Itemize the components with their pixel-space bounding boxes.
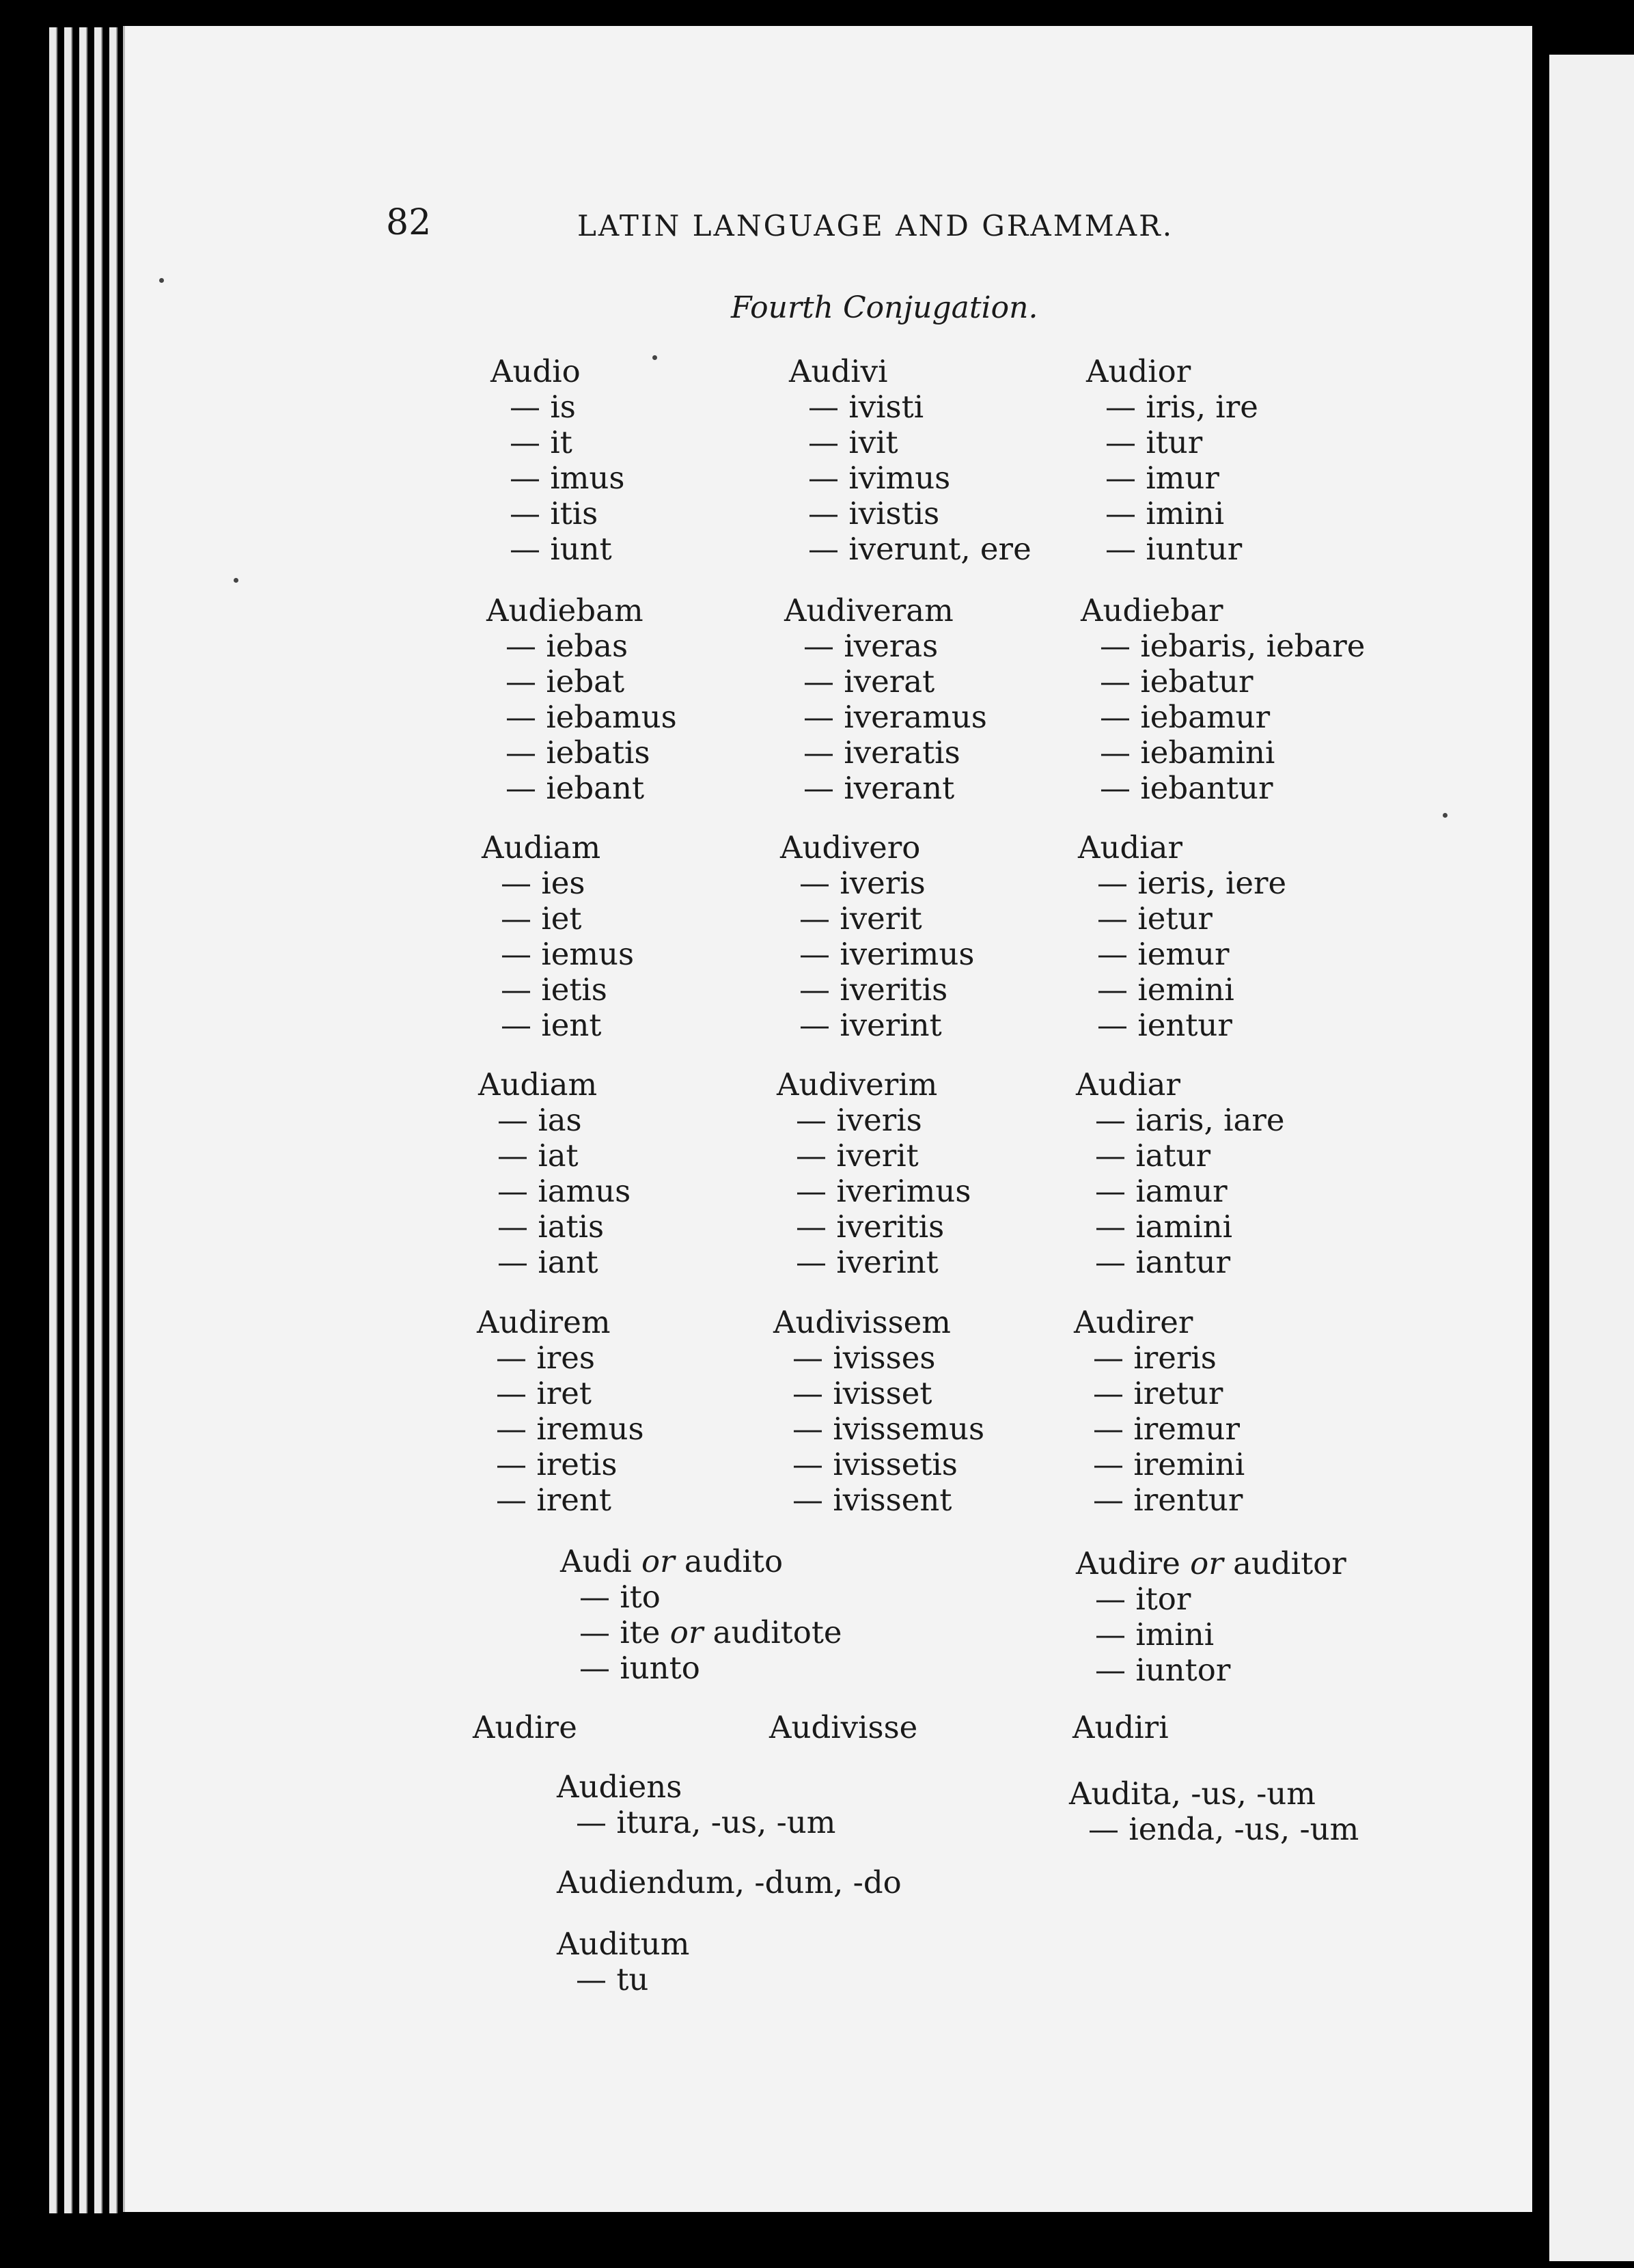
running-title: LATIN LANGUAGE AND GRAMMAR. <box>577 209 1174 243</box>
form-line: — iuntor <box>1076 1652 1346 1688</box>
form-line: — itur <box>1086 425 1258 460</box>
infinitive-perfect-active: Audivisse <box>769 1709 918 1745</box>
speck <box>234 578 238 583</box>
form-line: — iet <box>482 901 634 937</box>
form-line: — irent <box>477 1482 644 1518</box>
supine-head: Auditum <box>557 1926 690 1962</box>
form-line: — iveris <box>777 1103 971 1138</box>
form-line: — iris, ire <box>1086 389 1258 425</box>
form-line: — iebat <box>486 664 677 700</box>
form-line: — ivisses <box>773 1340 984 1376</box>
form-line: — iverimus <box>777 1174 971 1209</box>
form-line: — ivimus <box>789 460 1031 496</box>
conjugation-group <box>477 1305 644 1518</box>
infinitive-present-active: Audire <box>473 1709 577 1745</box>
form-line: — iveritis <box>780 972 974 1008</box>
form-line: — ivissemus <box>773 1411 984 1447</box>
form-line: — iunt <box>490 531 624 567</box>
participle-head: Audiens <box>557 1769 682 1805</box>
form-line: — ies <box>482 866 634 901</box>
infinitive-present-passive: Audiri <box>1072 1709 1169 1745</box>
form-line: — iebant <box>486 771 677 806</box>
form-line: — iant <box>478 1245 631 1280</box>
form-line: — imini <box>1086 496 1258 531</box>
form-line: — ivistis <box>789 496 1031 531</box>
form-line: — ivissetis <box>773 1447 984 1482</box>
group-head: Audiar <box>1076 1066 1181 1103</box>
form-line: — iverit <box>780 901 974 937</box>
form-line: — ires <box>477 1340 644 1376</box>
group-head: Audivi <box>789 353 888 389</box>
form-line: — iaris, iare <box>1076 1103 1285 1138</box>
form-line: — ient <box>482 1008 634 1043</box>
form-line: — iemini <box>1078 972 1286 1008</box>
page-number: 82 <box>386 202 432 243</box>
participle-head: Audita, -us, -um <box>1069 1775 1316 1812</box>
form-line: — iatis <box>478 1209 631 1245</box>
group-head: Audivero <box>780 829 921 866</box>
page-edges <box>49 27 131 2213</box>
form-line: — iamus <box>478 1174 631 1209</box>
form-line: — iverit <box>777 1138 971 1174</box>
form-line: — iveris <box>780 866 974 901</box>
form-line: — ietur <box>1078 901 1286 937</box>
group-head: Audiebam <box>486 592 643 628</box>
conjugation-group <box>478 1067 631 1280</box>
group-head: Audirem <box>477 1304 611 1340</box>
form-line: — ireris <box>1074 1340 1245 1376</box>
form-line: — itor <box>1076 1581 1346 1617</box>
form-line: — iremus <box>477 1411 644 1447</box>
conjugation-group <box>780 830 974 1043</box>
facing-page-edge <box>1549 55 1634 2261</box>
form-line: — ivisti <box>789 389 1031 425</box>
form-line: — tu <box>557 1962 689 1997</box>
form-line: — iverat <box>784 664 987 700</box>
form-line: — ivisset <box>773 1376 984 1411</box>
speck <box>159 278 164 283</box>
group-head: Audiar <box>1078 829 1183 866</box>
group-head: Audiam <box>482 829 601 866</box>
form-line: — iebamur <box>1081 700 1365 735</box>
form-line: — ias <box>478 1103 631 1138</box>
imperative-passive-head: Audire or auditor <box>1076 1545 1346 1581</box>
speck <box>1443 813 1448 818</box>
form-line: — iebatur <box>1081 664 1365 700</box>
form-line: — iremini <box>1074 1447 1245 1482</box>
form-line: — iretur <box>1074 1376 1245 1411</box>
conjugation-group <box>1076 1067 1285 1280</box>
form-line: — iveramus <box>784 700 987 735</box>
conjugation-group <box>1078 830 1286 1043</box>
form-line: — iat <box>478 1138 631 1174</box>
form-line: — iebas <box>486 628 677 664</box>
form-line: — ivissent <box>773 1482 984 1518</box>
group-head: Audiverim <box>777 1066 938 1103</box>
imperative-active-head: Audi or audito <box>560 1543 784 1579</box>
group-head: Audio <box>490 353 581 389</box>
form-line: — imur <box>1086 460 1258 496</box>
speck <box>652 355 657 360</box>
form-line: — ite or auditote <box>579 1614 842 1650</box>
form-line: — iuntur <box>1086 531 1258 567</box>
form-line: — ieris, iere <box>1078 866 1286 901</box>
form-line: — ietis <box>482 972 634 1008</box>
form-line: — iebantur <box>1081 771 1365 806</box>
form-line: — imini <box>1076 1617 1346 1652</box>
form-line: — iunto <box>560 1650 842 1686</box>
form-line: — iveras <box>784 628 987 664</box>
imperative-active <box>560 1544 842 1686</box>
conjugation-group <box>1081 593 1365 806</box>
group-head: Audirer <box>1074 1304 1193 1340</box>
conjugation-group <box>486 593 677 806</box>
form-line: — ito <box>560 1579 842 1615</box>
form-line: — iverimus <box>780 937 974 972</box>
group-head: Audior <box>1086 353 1191 389</box>
form-line: — itis <box>490 496 624 531</box>
form-line: — iretis <box>477 1447 644 1482</box>
conjugation-group <box>789 354 1031 567</box>
participles-active <box>557 1769 835 1840</box>
supine <box>557 1926 689 1997</box>
section-title: Fourth Conjugation. <box>731 290 1038 325</box>
form-line: — iatur <box>1076 1138 1285 1174</box>
form-line: — iamini <box>1076 1209 1285 1245</box>
form-line: — iverint <box>777 1245 971 1280</box>
form-line: — iverant <box>784 771 987 806</box>
conjugation-group <box>784 593 987 806</box>
form-line: — it <box>490 425 624 460</box>
form-line: — is <box>490 389 624 425</box>
form-line: — irentur <box>1074 1482 1245 1518</box>
form-line: — iebamini <box>1081 735 1365 771</box>
form-line: — iebamus <box>486 700 677 735</box>
imperative-passive <box>1076 1546 1346 1688</box>
conjugation-group <box>773 1305 984 1518</box>
form-line: — iamur <box>1076 1174 1285 1209</box>
conjugation-group <box>490 354 624 567</box>
form-line: — iebaris, iebare <box>1081 628 1365 664</box>
group-head: Audiveram <box>784 592 954 628</box>
conjugation-group <box>1074 1305 1245 1518</box>
form-line: — iremur <box>1074 1411 1245 1447</box>
form-line: — iemus <box>482 937 634 972</box>
form-line: — itura, -us, -um <box>557 1805 835 1840</box>
group-head: Audivissem <box>773 1304 951 1340</box>
form-line: — iveritis <box>777 1209 971 1245</box>
form-line: — iveratis <box>784 735 987 771</box>
gerund: Audiendum, -dum, -do <box>557 1864 902 1900</box>
form-line: — ienda, -us, -um <box>1069 1812 1359 1847</box>
form-line: — ivit <box>789 425 1031 460</box>
form-line: — iverunt, ere <box>789 531 1031 567</box>
group-head: Audiam <box>478 1066 598 1103</box>
conjugation-group <box>777 1067 971 1280</box>
form-line: — iebatis <box>486 735 677 771</box>
form-line: — ientur <box>1078 1008 1286 1043</box>
form-line: — iantur <box>1076 1245 1285 1280</box>
group-head: Audiebar <box>1081 592 1223 628</box>
participles-passive <box>1069 1776 1359 1847</box>
form-line: — iemur <box>1078 937 1286 972</box>
form-line: — iverint <box>780 1008 974 1043</box>
conjugation-group <box>1086 354 1258 567</box>
conjugation-group <box>482 830 634 1043</box>
form-line: — iret <box>477 1376 644 1411</box>
form-line: — imus <box>490 460 624 496</box>
